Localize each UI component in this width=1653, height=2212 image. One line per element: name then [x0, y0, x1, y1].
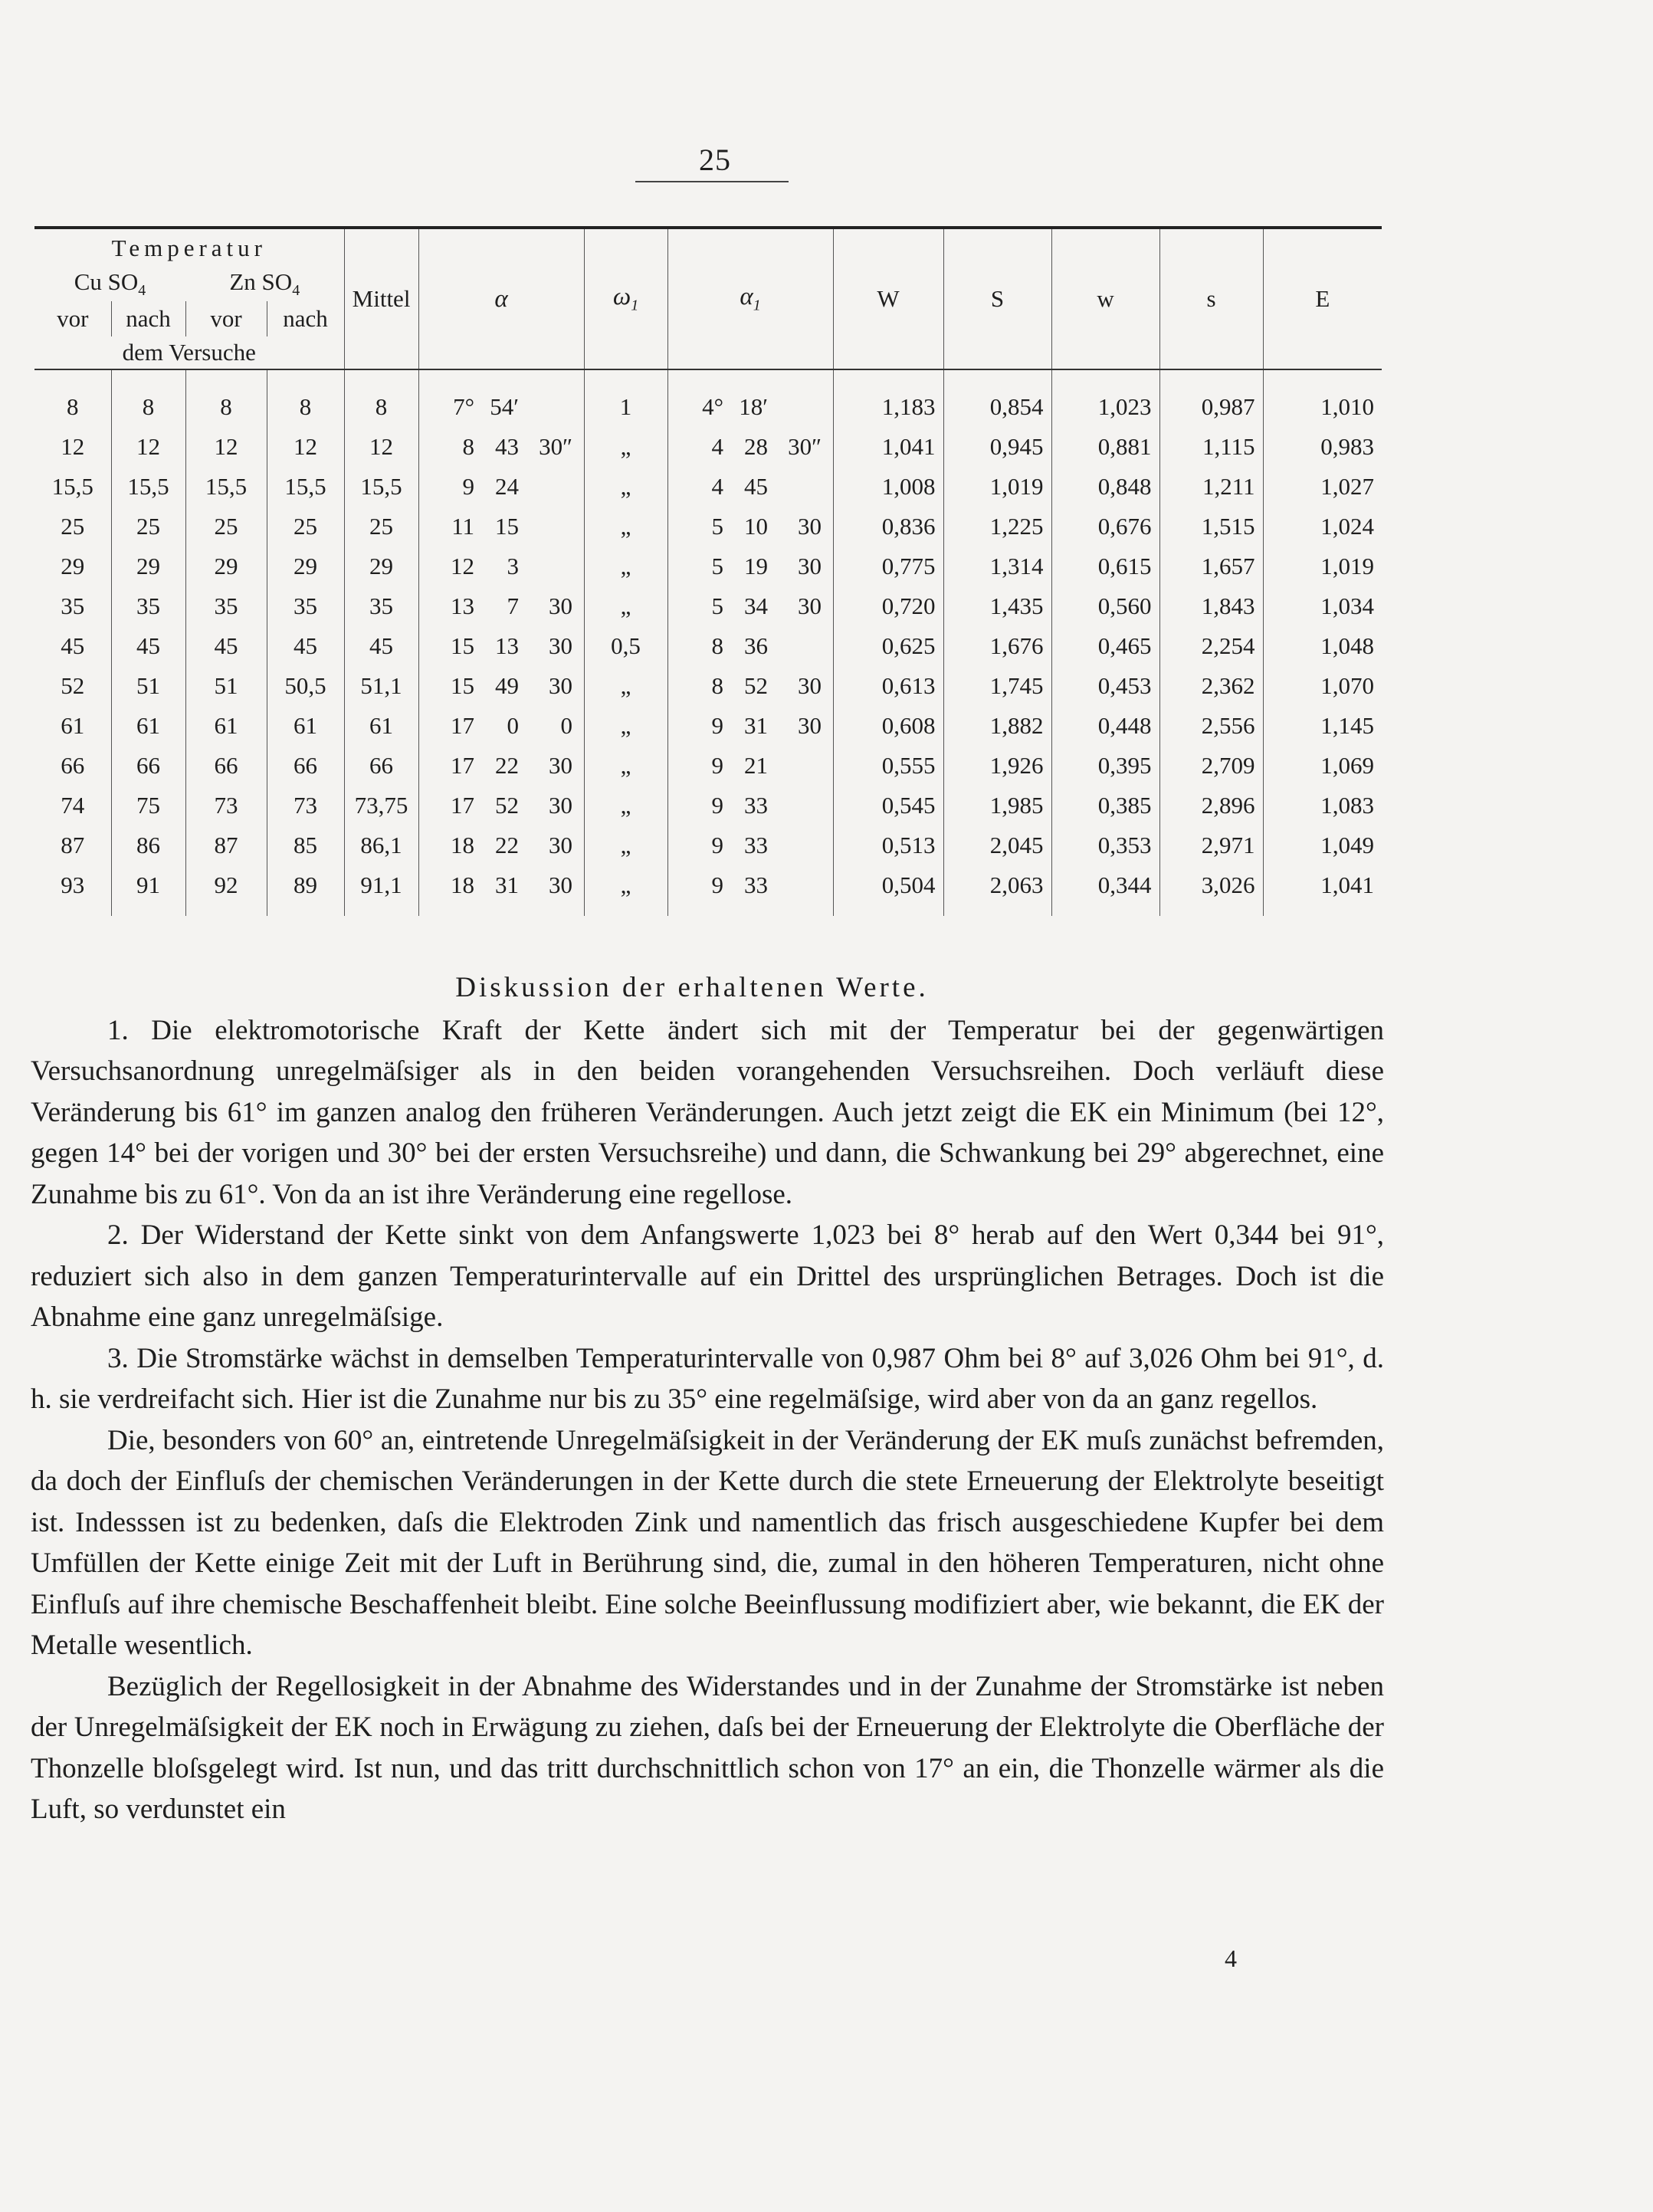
table-row	[34, 507, 1382, 546]
cell-alpha-d: 11	[451, 513, 475, 540]
cell-mittel: 12	[344, 427, 418, 467]
cell-mittel: 86,1	[344, 825, 418, 865]
header-s: s	[1159, 228, 1263, 369]
cell-zn-vor: 12	[185, 427, 267, 467]
cell-alpha-d: 9	[462, 473, 475, 500]
cell-mittel: 51,1	[344, 666, 418, 706]
header-S: S	[943, 228, 1051, 369]
table-row	[34, 666, 1382, 706]
cell-s: 1,115	[1159, 427, 1263, 467]
cell-alpha1	[667, 427, 833, 467]
cell-E: 1,010	[1263, 369, 1382, 427]
cell-alpha1	[667, 746, 833, 786]
cell-alpha1-d: 9	[711, 871, 724, 898]
cell-alpha1-m: 10	[744, 513, 769, 540]
cell-cu-nach: 66	[111, 746, 185, 786]
cell-w: 0,395	[1051, 746, 1159, 786]
cell-alpha1-s: 30″	[788, 433, 822, 460]
header-znso4-label: Zn SO	[229, 268, 293, 296]
cell-E: 1,019	[1263, 546, 1382, 586]
cell-alpha-s: 30″	[539, 433, 573, 460]
cell-zn-vor: 35	[185, 586, 267, 626]
cell-W: 0,555	[833, 746, 943, 786]
cell-S: 2,063	[943, 865, 1051, 916]
cell-S: 1,435	[943, 586, 1051, 626]
header-cuso4-sub: 4	[138, 282, 146, 300]
cell-mittel: 61	[344, 706, 418, 746]
cell-cu-vor: 52	[61, 672, 85, 699]
header-zn-vor: vor	[185, 301, 267, 336]
cell-alpha1-d: 9	[711, 712, 724, 739]
cell-w: 0,344	[1051, 865, 1159, 916]
cell-alpha1-m: 19	[744, 553, 769, 579]
cell-alpha	[418, 626, 584, 666]
measurement-table-container	[34, 226, 1382, 916]
cell-S: 1,882	[943, 706, 1051, 746]
header-znso4	[185, 267, 344, 301]
cell-omega1: „	[584, 786, 667, 825]
cell-zn-vor: 8	[185, 369, 267, 427]
cell-cu-vor: 66	[61, 752, 85, 779]
cell-cu-nach: 35	[111, 586, 185, 626]
cell-cu-nach: 8	[111, 369, 185, 427]
cell-alpha1-d: 4	[711, 433, 724, 460]
header-alpha1-sub: 1	[753, 297, 761, 314]
cell-alpha1-d: 5	[711, 592, 724, 619]
cell-alpha1-m: 34	[744, 592, 769, 619]
cell-alpha-m: 52	[495, 792, 520, 819]
cell-mittel: 25	[344, 507, 418, 546]
cell-alpha-m: 7	[507, 592, 520, 619]
cell-alpha1-m: 33	[744, 871, 769, 898]
cell-s: 1,211	[1159, 467, 1263, 507]
cell-alpha	[418, 706, 584, 746]
cell-omega1: „	[584, 546, 667, 586]
cell-omega1: „	[584, 427, 667, 467]
cell-W: 1,183	[833, 369, 943, 427]
cell-alpha-d: 15	[451, 632, 475, 659]
cell-w: 0,448	[1051, 706, 1159, 746]
table-row	[34, 825, 1382, 865]
cell-W: 0,608	[833, 706, 943, 746]
cell-E: 1,049	[1263, 825, 1382, 865]
cell-alpha-d: 7°	[453, 393, 475, 420]
cell-alpha1-d: 5	[711, 513, 724, 540]
cell-alpha1-d: 9	[711, 752, 724, 779]
cell-s: 2,254	[1159, 626, 1263, 666]
cell-w: 0,465	[1051, 626, 1159, 666]
header-cu-nach: nach	[111, 301, 185, 336]
cell-alpha-d: 8	[462, 433, 475, 460]
cell-zn-vor: 61	[185, 706, 267, 746]
cell-zn-nach: 12	[267, 427, 344, 467]
cell-alpha-m: 43	[495, 433, 520, 460]
cell-alpha-d: 12	[451, 553, 475, 579]
cell-s: 0,987	[1159, 369, 1263, 427]
cell-zn-vor: 15,5	[185, 467, 267, 507]
cell-cu-nach: 29	[111, 546, 185, 586]
cell-cu-nach: 51	[111, 666, 185, 706]
cell-W: 0,720	[833, 586, 943, 626]
cell-alpha1-d: 4°	[702, 393, 724, 420]
cell-omega1: „	[584, 825, 667, 865]
cell-w: 0,560	[1051, 586, 1159, 626]
cell-w: 0,353	[1051, 825, 1159, 865]
table-row	[34, 626, 1382, 666]
cell-W: 0,836	[833, 507, 943, 546]
cell-alpha-m: 22	[495, 832, 520, 858]
cell-alpha-d: 17	[451, 712, 475, 739]
cell-alpha1-d: 9	[711, 792, 724, 819]
signature-mark: 4	[1225, 1945, 1237, 1972]
paragraph-3: 3. Die Stromstärke wächst in demselben Temperaturintervalle von 0,987 Ohm bei 8° auf 3,026 Ohm bei 91°, d. h. sie verdreifacht sich. Hier ist die Zunahme nur bis zu 35° eine regelmäſsige, wird aber von da an ganz regellos.	[31, 1342, 1384, 1415]
cell-E: 1,024	[1263, 507, 1382, 546]
cell-alpha	[418, 746, 584, 786]
cell-alpha1-m: 52	[744, 672, 769, 699]
cell-W: 0,504	[833, 865, 943, 916]
cell-alpha1	[667, 666, 833, 706]
measurement-table	[34, 226, 1382, 916]
header-alpha: α	[418, 228, 584, 369]
cell-alpha	[418, 865, 584, 916]
cell-alpha-s: 30	[549, 752, 573, 779]
cell-zn-nach: 73	[267, 786, 344, 825]
header-dem-versuche: dem Versuche	[122, 339, 256, 366]
header-cuso4	[34, 267, 185, 301]
cell-alpha1-m: 28	[744, 433, 769, 460]
cell-alpha1-s: 30	[798, 592, 822, 619]
cell-alpha-d: 13	[451, 592, 475, 619]
cell-alpha1-d: 5	[711, 553, 724, 579]
header-omega1-sub: 1	[631, 297, 639, 314]
cell-omega1: „	[584, 666, 667, 706]
cell-zn-vor: 25	[185, 507, 267, 546]
cell-alpha-d: 17	[451, 792, 475, 819]
page-number: 25	[699, 143, 731, 177]
cell-zn-nach: 45	[267, 626, 344, 666]
cell-omega1: „	[584, 865, 667, 916]
table-row	[34, 586, 1382, 626]
cell-alpha-m: 13	[495, 632, 520, 659]
discussion-section	[31, 967, 1384, 1830]
cell-alpha	[418, 666, 584, 706]
cell-zn-nach: 50,5	[267, 666, 344, 706]
cell-omega1: 1	[584, 369, 667, 427]
cell-cu-vor: 8	[67, 393, 79, 420]
cell-E: 1,048	[1263, 626, 1382, 666]
header-cu-vor: vor	[57, 305, 89, 332]
cell-zn-vor: 45	[185, 626, 267, 666]
cell-alpha1-d: 8	[711, 632, 724, 659]
cell-alpha-s: 30	[549, 592, 573, 619]
cell-alpha1	[667, 467, 833, 507]
cell-alpha	[418, 546, 584, 586]
cell-W: 0,513	[833, 825, 943, 865]
cell-zn-vor: 66	[185, 746, 267, 786]
cell-cu-nach: 25	[111, 507, 185, 546]
cell-s: 2,362	[1159, 666, 1263, 706]
cell-S: 1,985	[943, 786, 1051, 825]
cell-alpha1	[667, 626, 833, 666]
cell-cu-vor: 45	[61, 632, 85, 659]
header-omega1	[584, 228, 667, 369]
cell-cu-nach: 86	[111, 825, 185, 865]
cell-alpha1-s: 30	[798, 672, 822, 699]
cell-alpha	[418, 427, 584, 467]
cell-W: 1,041	[833, 427, 943, 467]
cell-alpha-m: 15	[495, 513, 520, 540]
cell-omega1: „	[584, 706, 667, 746]
cell-E: 1,027	[1263, 467, 1382, 507]
cell-zn-vor: 29	[185, 546, 267, 586]
cell-alpha-m: 3	[507, 553, 520, 579]
cell-cu-vor: 61	[61, 712, 85, 739]
cell-w: 0,615	[1051, 546, 1159, 586]
cell-alpha1-s: 30	[798, 553, 822, 579]
cell-alpha-d: 15	[451, 672, 475, 699]
paragraph-5: Bezüglich der Regellosigkeit in der Abnahme des Widerstandes und in der Zunahme der Stromstärke ist neben der Unregelmäſsigkeit der EK noch in Erwägung zu ziehen, daſs bei der Erneuerung der Elektrolyte die Oberfläche der Thonzelle bloſsgelegt wird. Ist nun, und das tritt durchschnittlich schon von 17° an ein, die Thonzelle wärmer als die Luft, so verdunstet ein	[31, 1670, 1384, 1825]
cell-W: 0,545	[833, 786, 943, 825]
cell-zn-nach: 15,5	[267, 467, 344, 507]
cell-alpha-m: 22	[495, 752, 520, 779]
cell-cu-nach: 61	[111, 706, 185, 746]
cell-cu-nach: 12	[111, 427, 185, 467]
cell-cu-nach: 15,5	[111, 467, 185, 507]
cell-alpha1	[667, 786, 833, 825]
cell-alpha1-d: 9	[711, 832, 724, 858]
cell-zn-vor: 51	[185, 666, 267, 706]
cell-E: 1,070	[1263, 666, 1382, 706]
cell-E: 1,083	[1263, 786, 1382, 825]
table-row	[34, 746, 1382, 786]
header-cuso4-label: Cu SO	[74, 268, 139, 296]
header-mittel: Mittel	[344, 228, 418, 369]
cell-S: 1,019	[943, 467, 1051, 507]
paragraph-4: Die, besonders von 60° an, eintretende Unregelmäſsigkeit in der Veränderung der EK muſs zunächst befremden, da doch der Einfluſs der chemischen Veränderungen in der Kette durch die stete Erneuerung der Elektrolyte beseitigt ist. Indesssen ist zu bedenken, daſs die Elektroden Zink und namentlich das frisch ausgeschiedene Kupfer bei dem Umfüllen der Kette einige Zeit mit der Luft in Berührung sind, die, zumal in den höheren Temperaturen, nicht ohne Einfluſs auf ihre chemische Beschaffenheit bleibt. Eine solche Beeinflussung modifiziert aber, wie bekannt, die EK der Metalle wesentlich.	[31, 1424, 1384, 1661]
cell-alpha-s: 30	[549, 832, 573, 858]
table-row	[34, 865, 1382, 916]
cell-S: 2,045	[943, 825, 1051, 865]
table-header	[34, 228, 1382, 369]
cell-W: 0,625	[833, 626, 943, 666]
header-temperatur: Temperatur	[111, 235, 267, 261]
cell-alpha-m: 31	[495, 871, 520, 898]
cell-S: 1,926	[943, 746, 1051, 786]
cell-S: 0,854	[943, 369, 1051, 427]
cell-zn-nach: 61	[267, 706, 344, 746]
cell-mittel: 29	[344, 546, 418, 586]
cell-alpha1	[667, 369, 833, 427]
cell-s: 1,515	[1159, 507, 1263, 546]
cell-zn-nach: 35	[267, 586, 344, 626]
cell-alpha1-m: 45	[744, 473, 769, 500]
cell-alpha-s: 0	[560, 712, 573, 739]
cell-alpha-s: 30	[549, 672, 573, 699]
cell-alpha-d: 18	[451, 832, 475, 858]
cell-w: 0,848	[1051, 467, 1159, 507]
cell-cu-vor: 12	[61, 433, 85, 460]
cell-alpha-m: 24	[495, 473, 520, 500]
cell-alpha1-m: 18′	[739, 393, 769, 420]
header-omega1-symbol: ω	[612, 283, 631, 311]
cell-cu-vor: 87	[61, 832, 85, 858]
cell-alpha1	[667, 865, 833, 916]
cell-mittel: 15,5	[344, 467, 418, 507]
header-W: W	[833, 228, 943, 369]
cell-zn-nach: 8	[267, 369, 344, 427]
header-alpha1	[667, 228, 833, 369]
cell-alpha	[418, 586, 584, 626]
header-alpha1-symbol: α	[740, 283, 753, 311]
cell-w: 0,385	[1051, 786, 1159, 825]
paragraph-1: 1. Die elektromotorische Kraft der Kette ändert sich mit der Temperatur bei der gegenwärtigen Versuchsanordnung unregelmäſsiger als in den beiden vorangehenden Versuchsreihen. Doch verläuft diese Veränderung bis 61° im ganzen analog den früheren Veränderungen. Auch jetzt zeigt die EK ein Minimum (bei 12°, gegen 14° bei der vorigen und 30° bei der ersten Versuchsreihe) und dann, die Schwankung bei 29° abgerechnet, eine Zunahme bis zu 61°. Von da an ist ihre Veränderung eine regellose.	[31, 1014, 1384, 1210]
paragraph-2: 2. Der Widerstand der Kette sinkt von dem Anfangswerte 1,023 bei 8° herab auf den Wert 0,344 bei 91°, reduziert sich also in dem ganzen Temperaturintervalle auf ein Drittel des ursprünglichen Betrages. Doch ist die Abnahme eine ganz unregelmäſsige.	[31, 1219, 1384, 1333]
cell-omega1: „	[584, 586, 667, 626]
cell-s: 1,843	[1159, 586, 1263, 626]
cell-alpha-d: 18	[451, 871, 475, 898]
cell-cu-vor: 25	[61, 513, 85, 540]
cell-s: 2,556	[1159, 706, 1263, 746]
header-zn-nach: nach	[267, 301, 344, 336]
cell-w: 0,676	[1051, 507, 1159, 546]
table-row	[34, 369, 1382, 427]
cell-mittel: 91,1	[344, 865, 418, 916]
cell-alpha	[418, 507, 584, 546]
cell-cu-vor: 29	[61, 553, 85, 579]
header-znso4-sub: 4	[292, 282, 300, 300]
cell-mittel: 45	[344, 626, 418, 666]
page-number-rule	[635, 181, 789, 182]
cell-zn-nach: 66	[267, 746, 344, 786]
cell-alpha1-d: 8	[711, 672, 724, 699]
header-E: E	[1263, 228, 1382, 369]
cell-cu-nach: 45	[111, 626, 185, 666]
table-row	[34, 706, 1382, 746]
cell-alpha-d: 17	[451, 752, 475, 779]
cell-alpha1-m: 21	[744, 752, 769, 779]
cell-zn-nach: 25	[267, 507, 344, 546]
cell-s: 3,026	[1159, 865, 1263, 916]
cell-E: 1,069	[1263, 746, 1382, 786]
cell-mittel: 73,75	[344, 786, 418, 825]
cell-S: 1,676	[943, 626, 1051, 666]
cell-cu-vor: 93	[61, 871, 85, 898]
cell-cu-vor: 74	[61, 792, 85, 819]
cell-omega1: 0,5	[584, 626, 667, 666]
cell-mittel: 66	[344, 746, 418, 786]
cell-s: 2,709	[1159, 746, 1263, 786]
cell-S: 1,314	[943, 546, 1051, 586]
cell-W: 0,613	[833, 666, 943, 706]
cell-alpha	[418, 825, 584, 865]
cell-alpha1-m: 31	[744, 712, 769, 739]
cell-zn-nach: 89	[267, 865, 344, 916]
cell-alpha1-m: 33	[744, 792, 769, 819]
table-row	[34, 786, 1382, 825]
cell-S: 1,225	[943, 507, 1051, 546]
table-body	[34, 369, 1382, 916]
table-row	[34, 546, 1382, 586]
cell-alpha-m: 54′	[490, 393, 520, 420]
cell-E: 1,034	[1263, 586, 1382, 626]
cell-alpha1-s: 30	[798, 712, 822, 739]
cell-alpha	[418, 467, 584, 507]
cell-alpha-s: 30	[549, 632, 573, 659]
cell-mittel: 35	[344, 586, 418, 626]
cell-cu-vor: 15,5	[51, 473, 93, 500]
cell-W: 1,008	[833, 467, 943, 507]
header-w: w	[1051, 228, 1159, 369]
cell-omega1: „	[584, 507, 667, 546]
cell-alpha-m: 49	[495, 672, 520, 699]
cell-omega1: „	[584, 746, 667, 786]
cell-alpha1	[667, 507, 833, 546]
cell-zn-vor: 87	[185, 825, 267, 865]
cell-E: 1,145	[1263, 706, 1382, 746]
cell-zn-vor: 92	[185, 865, 267, 916]
cell-zn-nach: 29	[267, 546, 344, 586]
cell-alpha1	[667, 586, 833, 626]
cell-zn-nach: 85	[267, 825, 344, 865]
cell-E: 0,983	[1263, 427, 1382, 467]
cell-cu-vor: 35	[61, 592, 85, 619]
cell-alpha-m: 0	[507, 712, 520, 739]
cell-mittel: 8	[344, 369, 418, 427]
cell-alpha-s: 30	[549, 792, 573, 819]
cell-alpha1-m: 36	[744, 632, 769, 659]
cell-w: 0,881	[1051, 427, 1159, 467]
cell-alpha1	[667, 546, 833, 586]
cell-S: 1,745	[943, 666, 1051, 706]
cell-alpha1-d: 4	[711, 473, 724, 500]
cell-zn-vor: 73	[185, 786, 267, 825]
cell-cu-nach: 75	[111, 786, 185, 825]
table-row	[34, 427, 1382, 467]
cell-alpha1-s: 30	[798, 513, 822, 540]
cell-w: 0,453	[1051, 666, 1159, 706]
cell-alpha1	[667, 825, 833, 865]
cell-alpha	[418, 369, 584, 427]
cell-E: 1,041	[1263, 865, 1382, 916]
cell-alpha-s: 30	[549, 871, 573, 898]
table-row	[34, 467, 1382, 507]
section-title: Diskussion der erhaltenen Werte.	[455, 972, 929, 1003]
cell-s: 1,657	[1159, 546, 1263, 586]
cell-w: 1,023	[1051, 369, 1159, 427]
cell-alpha	[418, 786, 584, 825]
cell-W: 0,775	[833, 546, 943, 586]
cell-alpha1-m: 33	[744, 832, 769, 858]
cell-omega1: „	[584, 467, 667, 507]
cell-alpha1	[667, 706, 833, 746]
cell-cu-nach: 91	[111, 865, 185, 916]
cell-S: 0,945	[943, 427, 1051, 467]
cell-s: 2,971	[1159, 825, 1263, 865]
cell-s: 2,896	[1159, 786, 1263, 825]
